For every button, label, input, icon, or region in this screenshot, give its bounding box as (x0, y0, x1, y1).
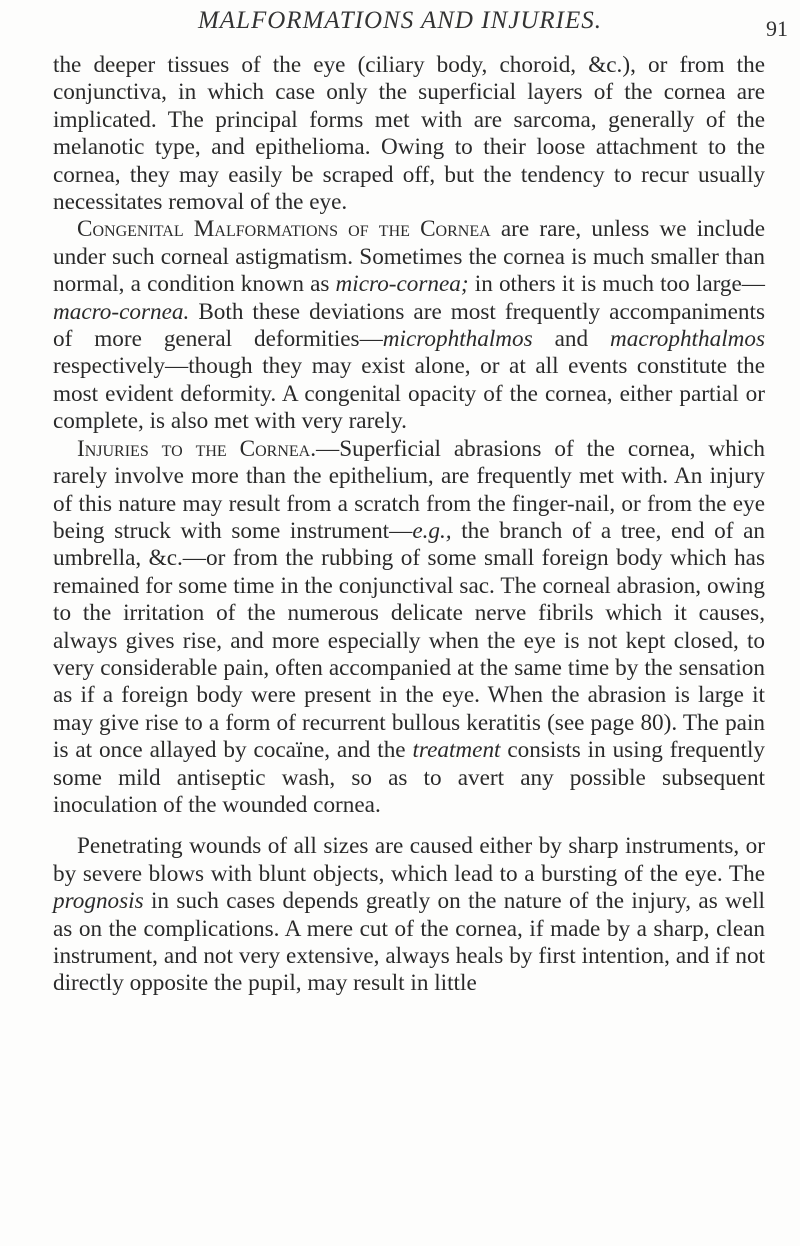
section-heading-injuries: Injuries to the Cornea. (77, 435, 317, 462)
text-run: Both these deviations are most frequently accompaniments of more general deformities— (53, 298, 765, 353)
term-treatment: treatment (412, 737, 501, 764)
paragraph-penetrating-wounds (53, 833, 765, 997)
paragraph-injuries-cornea (53, 436, 765, 820)
text-run: in others it is much too large— (468, 271, 765, 298)
paragraph-congenital-malformations (53, 216, 765, 435)
text-run: are rare, unless we include under such corneal astigmatism. Sometimes the cornea is much smaller than normal, a condition known as (53, 216, 765, 298)
text-run: the branch of a tree, end of an umbrella, &c.—or from the rubbing of some small foreign body which has remained for some time in the conjunctival sac. The corneal abrasion, owing to the irritation of the numerous delicate nerve fibrils which it causes, always gives rise, and more especially when the eye is not kept closed, to very considerable pain, often accompanied at the same time by the sensation as if a foreign body were present in the eye. When the abrasion is large it may give rise to a form of recurrent bullous keratitis (see page 80). The pain is at once allayed by cocaïne, and the (53, 517, 765, 764)
term-micro-cornea: micro-cornea; (335, 271, 469, 298)
text-run: consists in using frequently some mild antiseptic wash, so as to avert any possible subsequent inoculation of the wounded cornea. (53, 737, 765, 818)
text-run: in such cases depends greatly on the nature of the injury, as well as on the complications. A mere cut of the cornea, if made by a sharp, clean instrument, and not very extensive, always heals by first intention, and if not directly opposite the pupil, may result in little (53, 888, 765, 997)
text-run: Penetrating wounds of all sizes are caused either by sharp instruments, or by severe blows with blunt objects, which lead to a bursting of the eye. The (53, 833, 765, 887)
body-text (53, 52, 765, 998)
text-run: and (532, 326, 610, 353)
section-heading-congenital-malformations: Congenital Malformations of the Cornea (77, 216, 491, 243)
term-microphthalmos: microphthalmos (382, 326, 533, 353)
term-macro-cornea: macro-cornea. (53, 298, 190, 325)
term-macrophthalmos: macrophthalmos (609, 326, 765, 353)
running-title: MALFORMATIONS AND INJURIES. (197, 7, 603, 34)
running-head (0, 6, 800, 40)
term-prognosis: prognosis (53, 888, 144, 915)
text-run: respectively—though they may exist alone, or at all events constitute the most evident deformity. A congenital opacity of the cornea, either partial or complete, is also met with very rarely. (53, 353, 765, 435)
page-number: 91 (766, 16, 788, 41)
term-eg: e.g., (412, 517, 452, 544)
text-run: —Superficial abrasions of the cornea, which rarely involve more than the epithelium, are frequently met with. An injury of this nature may result from a scratch from the finger-nail, or from the eye being struck with some instrument— (53, 435, 765, 544)
paragraph-tumours-continued: the deeper tissues of the eye (ciliary body, choroid, &c.), or from the conjunctiva, in which case only the superficial layers of the cornea are implicated. The principal forms met with are sarcoma, generally of the melanotic type, and epithelioma. Owing to their loose attachment to the cornea, they may easily be scraped off, but the tendency to recur usually necessitates removal of the eye. (53, 52, 765, 216)
